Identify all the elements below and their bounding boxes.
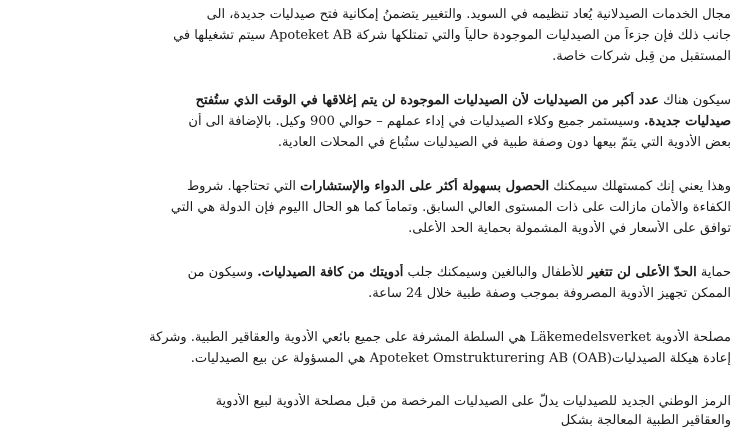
text-run: مصلحة الأدوية Läkemedelsverket هي السلطة المشرفة على جميع بائعي الأدوية والعقاقير الطبية. وشركة [149,330,731,345]
text-run-bold: صيدليات جديدة. [643,114,731,129]
text-run-bold: عدد أكبر من الصيدليات لأن الصيدليات الموجودة لن يتم إغلاقها في الوقت الذي ستُفتح [195,93,660,108]
text-run-bold: أدويتك من كافة الصيدليات. [257,265,404,280]
text-run: وسيستمر جميع وكلاء الصيدليات في إداء عملهم – حوالي 900 وكيل. بالإضافة الى أن [188,114,644,129]
paragraph-1-line-2 [11,27,731,45]
paragraph-1-line-1 [11,6,731,24]
text-run: إعادة هيكلة الصيدليات(Apoteket Omstrukturering AB (OAB هي المسؤولة عن بيع الصيدليات. [190,351,731,366]
text-run: حماية [696,265,731,280]
text-run: توافق على الأسعار في الأدوية المشمولة بحماية الحد الأعلى. [408,221,731,236]
paragraph-3-line-2 [11,199,731,217]
text-run: المستقبل من قِبل شركات خاصة. [552,49,731,64]
paragraph-3-line-1 [11,178,731,196]
text-run: سيكون هناك [659,93,731,108]
text-run: الرمز الوطني الجديد للصيدليات يدلّ على الصيدليات المرخصة من قبل مصلحة الأدوية لبيع الأدوية [215,394,731,409]
text-run: الممكن تجهيز الأدوية المصروفة بموجب وصفة طبية خلال 24 ساعة. [368,286,731,301]
paragraph-3-line-3 [11,220,731,238]
paragraph-5-line-1 [11,329,731,347]
paragraph-2-line-3 [11,134,731,152]
text-run: التي تحتاجها. شروط [187,179,301,194]
paragraph-5-line-2 [11,350,731,368]
text-run: مجال الخدمات الصيدلانية يُعاد تنظيمه في السويد. والتغيير يتضمنُ إمكانية فتح صيدليات جديدة، الى [206,7,731,22]
paragraph-1-line-3 [11,48,731,66]
paragraph-2-line-1 [11,92,731,110]
paragraph-6-line-2 [11,412,731,430]
paragraph-2-line-2 [11,113,731,131]
text-run: جانب ذلك فإن جزءاً من الصيدليات الموجودة حالياً والتي تمتلكها شركة Apoteket AB سيتم تشغيلها في [173,28,731,43]
text-run: للأطفال والبالغين وسيمكنك جلب [403,265,588,280]
text-run: الكفاءة والأمان مازالت على ذات المستوى العالي السابق. وتماماً كما هو الحال االيوم فإن الدولة هي التي [170,200,731,215]
text-run-bold: الحصول بسهولة أكثر على الدواء والإستشارات [300,179,550,194]
text-run: والعقاقير الطبية المعالجة بشكل [560,413,731,428]
paragraph-4-line-2 [11,285,731,303]
text-run: وسيكون من [187,265,258,280]
text-run: بعض الأدوية التي يتمّ بيعها دون وصفة طبية في الصيدليات ستُباع في المحلات العادية. [277,135,731,150]
paragraph-4-line-1 [11,264,731,282]
text-run-bold: الحدّ الأعلى لن تتغير [587,265,697,280]
text-run: وهذا يعني إنك كمستهلك سيمكنك [549,179,731,194]
paragraph-6-line-1 [11,393,731,411]
